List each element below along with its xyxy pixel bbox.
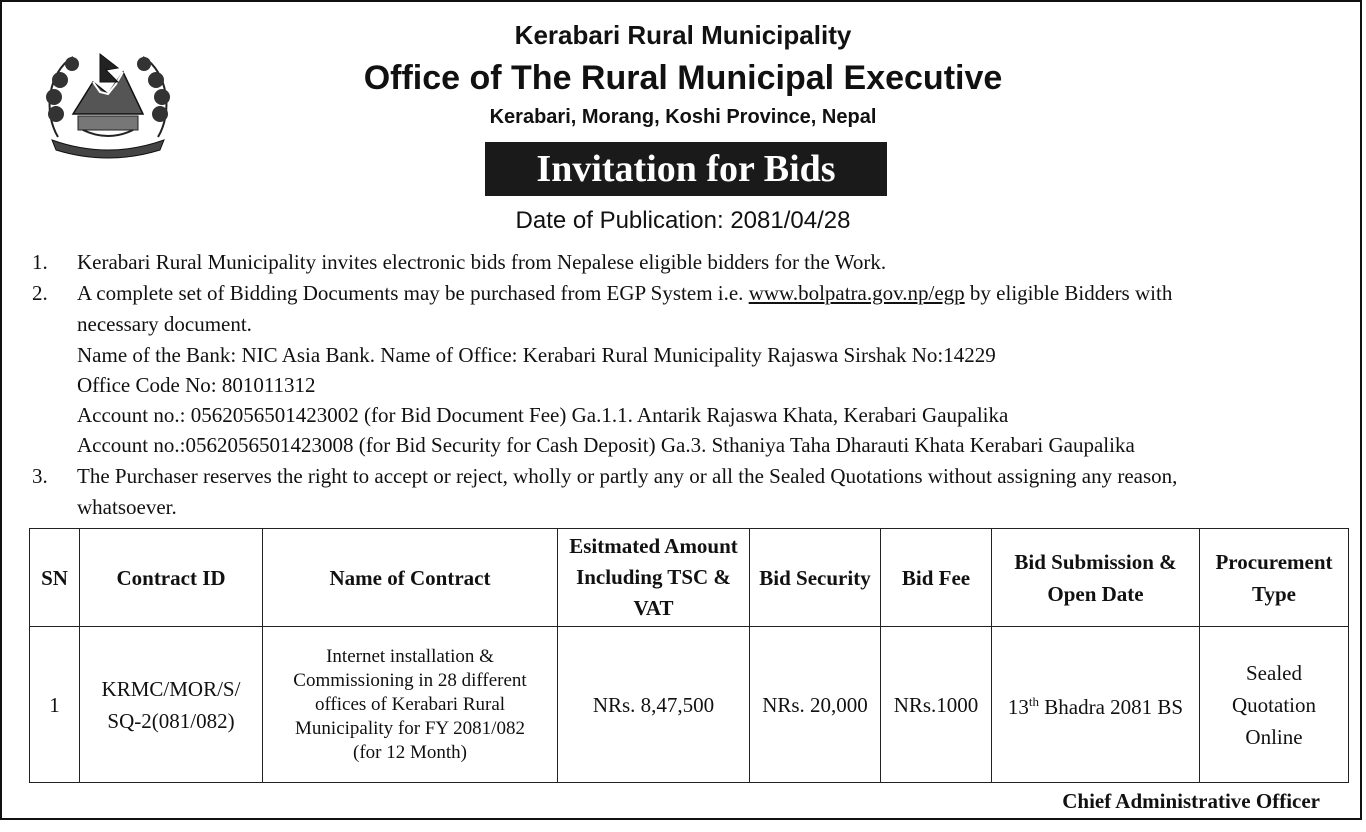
publication-date: Date of Publication: 2081/04/28 xyxy=(515,207,851,234)
column-header-sn: SN xyxy=(30,529,80,627)
table-header-row xyxy=(30,529,1349,627)
account-number-fee: Account no.: 0562056501423002 (for Bid Document Fee) Ga.1.1. Antarik Rajaswa Khata, Kerabari Gaupalika xyxy=(77,403,1009,427)
item-text: Kerabari Rural Municipality invites electronic bids from Nepalese eligible bidders for the Work. xyxy=(77,250,887,274)
cell-sn: 1 xyxy=(30,627,80,783)
table-row xyxy=(30,627,1349,783)
column-header-submission-date: Bid Submission & Open Date xyxy=(992,529,1200,627)
item-text: by eligible Bidders with xyxy=(969,281,1173,305)
cell-name-of-contract: Internet installation & Commissioning in 28 different offices of Kerabari Rural Municipality for FY 2081/082 (for 12 Month) xyxy=(263,627,558,783)
cell-contract-id: KRMC/MOR/S/ SQ-2(081/082) xyxy=(80,627,263,783)
office-address: Kerabari, Morang, Koshi Province, Nepal xyxy=(489,106,877,128)
cell-estimated-amount: NRs. 8,47,500 xyxy=(558,627,750,783)
column-header-bid-fee: Bid Fee xyxy=(881,529,992,627)
office-code: Office Code No: 801011312 xyxy=(77,373,316,397)
item-text: A complete set of Bidding Documents may be purchased from EGP System i.e. xyxy=(77,281,744,305)
bank-details: Name of the Bank: NIC Asia Bank. Name of Office: Kerabari Rural Municipality Rajaswa Sirshak No:14229 xyxy=(77,343,996,367)
item-text-continued: whatsoever. xyxy=(77,495,177,519)
column-header-bid-security: Bid Security xyxy=(750,529,881,627)
municipality-name: Kerabari Rural Municipality xyxy=(514,20,852,50)
cell-bid-security: NRs. 20,000 xyxy=(750,627,881,783)
office-title: Office of The Rural Municipal Executive xyxy=(363,59,1003,97)
notice-title: Invitation for Bids xyxy=(485,142,887,196)
item-text-continued: necessary document. xyxy=(77,312,252,336)
bid-table xyxy=(29,528,1349,783)
item-text: The Purchaser reserves the right to accept or reject, wholly or partly any or all the Sealed Quotations without assigning any reason, xyxy=(77,464,1178,488)
column-header-name-of-contract: Name of Contract xyxy=(263,529,558,627)
cell-submission-date: 13th Bhadra 2081 BS xyxy=(992,627,1200,783)
item-number: 2. xyxy=(32,281,48,305)
column-header-estimated-amount: Esitmated Amount Including TSC & VAT xyxy=(558,529,750,627)
item-number: 3. xyxy=(32,464,48,488)
account-number-security: Account no.:0562056501423008 (for Bid Security for Cash Deposit) Ga.3. Sthaniya Taha Dharauti Khata Kerabari Gaupalika xyxy=(77,433,1135,457)
cell-procurement-type: Sealed Quotation Online xyxy=(1200,627,1349,783)
egp-link[interactable]: www.bolpatra.gov.np/egp xyxy=(748,281,965,305)
cell-bid-fee: NRs.1000 xyxy=(881,627,992,783)
signature-title: Chief Administrative Officer xyxy=(1062,789,1320,813)
item-number: 1. xyxy=(32,250,48,274)
column-header-contract-id: Contract ID xyxy=(80,529,263,627)
column-header-procurement-type: Procurement Type xyxy=(1200,529,1349,627)
